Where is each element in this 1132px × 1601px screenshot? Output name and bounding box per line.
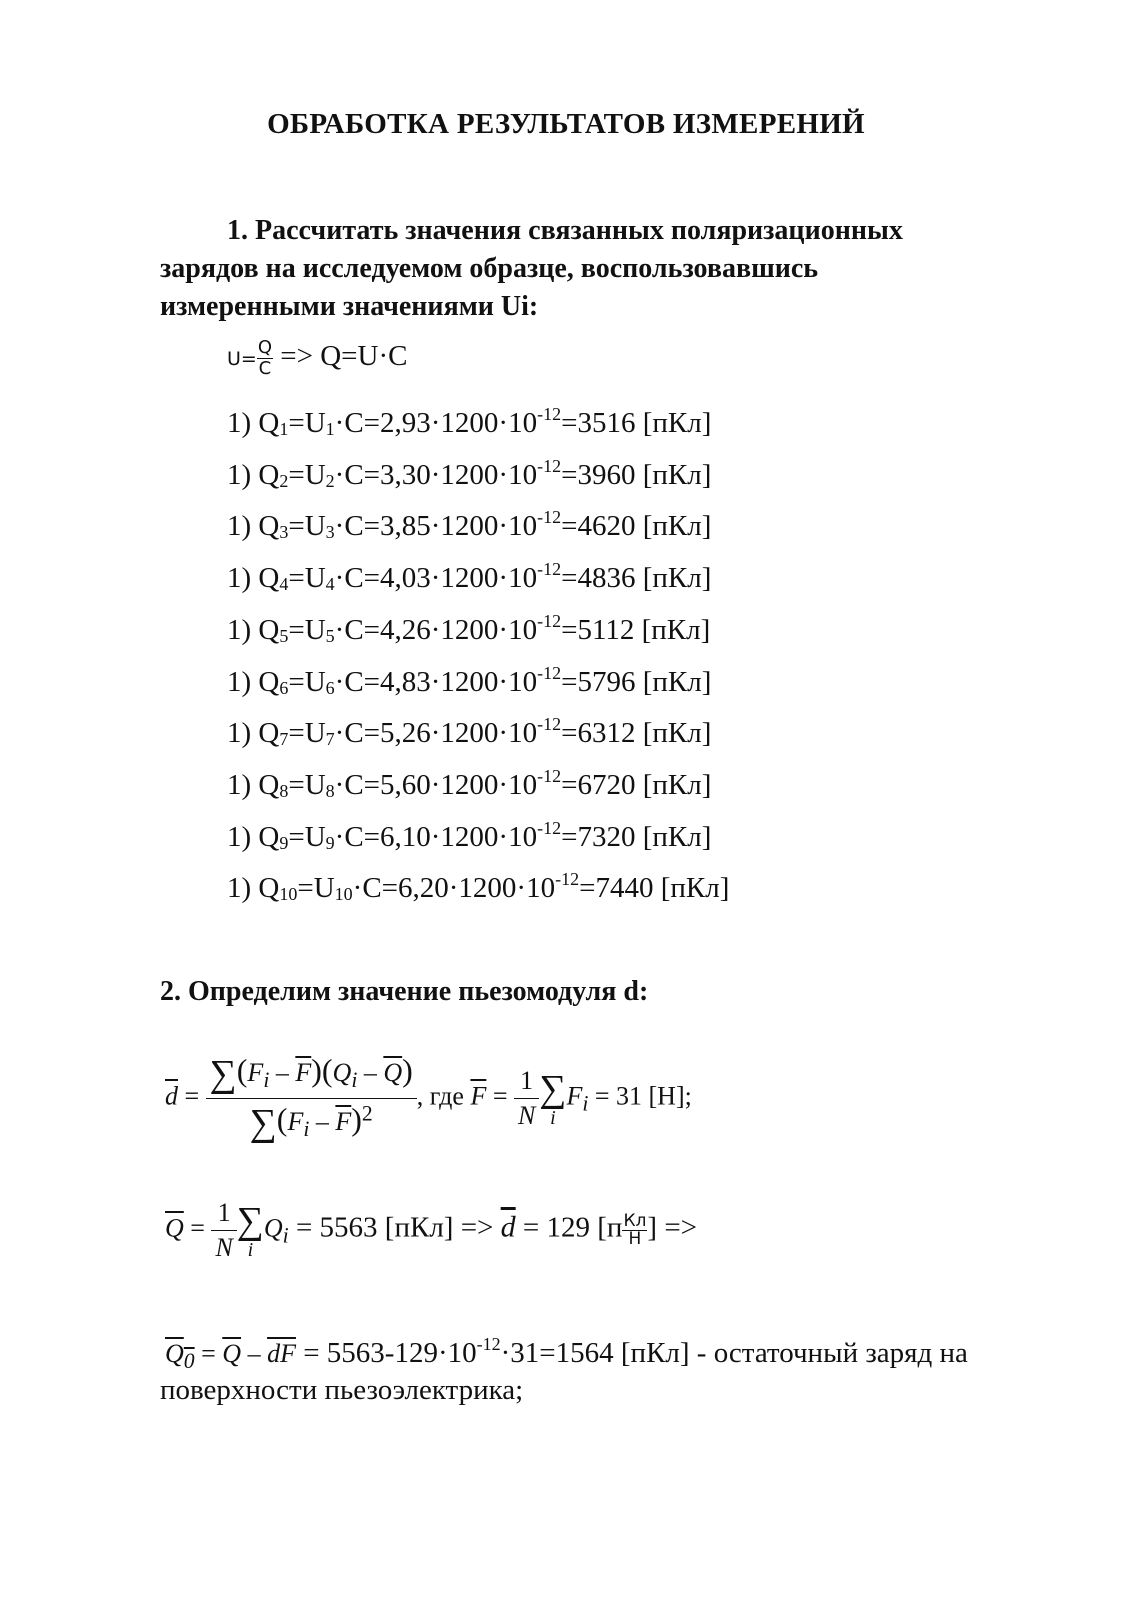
one-over-n-fraction-2: $\frac{1}{N}$ bbox=[211, 1198, 236, 1263]
d-bar-symbol: $\overline{d}$ bbox=[165, 1081, 178, 1111]
section-2-heading: 2. Определим значение пьезомодуля d: bbox=[160, 976, 649, 1007]
section-1-heading-line-2: зарядов на исследуемом образце, воспользовавшись bbox=[160, 253, 819, 284]
d-bar-symbol-2: $\overline{d}$ bbox=[500, 1210, 516, 1244]
section-1-heading-line-3: измеренными значениями Ui: bbox=[160, 291, 539, 322]
residual-charge-calc: = 5563-129·10 bbox=[295, 1337, 477, 1369]
f-bar-value: = 31 [Н]; bbox=[588, 1081, 692, 1111]
charge-calculation-row: 1) $Q_7=U_7\cdot C=5,26\cdot 1200\cdot 10^{-12}=6312$ [пКл] bbox=[227, 714, 712, 749]
mean-charge-value: = 5563 [пКл] => bbox=[288, 1211, 501, 1244]
residual-charge-result: ·31=1564 [пКл] - остаточный заряд на bbox=[500, 1337, 968, 1369]
charge-calculation-row: 1) $Q_{10}=U_{10}\cdot C=6,20\cdot 1200\cdot 10^{-12}=7440$ [пКл] bbox=[227, 869, 730, 904]
d-fraction-numerator: $\sum(F_i - \overline{F})(Q_i - \overline{Q})$ bbox=[206, 1052, 417, 1099]
residual-charge-continuation: поверхности пьезоэлектрика; bbox=[160, 1374, 524, 1406]
charge-calculation-row: 1) $Q_4=U_4\cdot C=4,03\cdot 1200\cdot 10^{-12}=4836$ [пКл] bbox=[227, 559, 712, 594]
d-value: = 129 [п bbox=[515, 1211, 623, 1244]
where-text: , где bbox=[416, 1081, 471, 1111]
sum-over-i: ∑ i bbox=[539, 1067, 567, 1129]
section-1-heading-line-1: 1. Рассчитать значения связанных поляризационных bbox=[227, 215, 903, 246]
base-formula-den: C bbox=[258, 358, 272, 379]
piezo-modulus-formula: $\overline{d}$ = $\frac{\sum(F_i - \overline{F})(Q_i - \overline{Q})}{\sum(F_i - \overline{F})^2}$ , где $\overline{F}$ = $\frac{1}{N}$ ∑ i $F_i = 31$ [Н]; bbox=[165, 1052, 692, 1144]
equals-sign: = bbox=[178, 1081, 206, 1111]
charge-calculation-row: 1) $Q_3=U_3\cdot C=3,85\cdot 1200\cdot 10^{-12}=4620$ [пКл] bbox=[227, 507, 712, 542]
d-fraction bbox=[206, 1052, 417, 1145]
base-formula-fraction bbox=[257, 338, 273, 379]
base-formula-rhs: => Q=U·C bbox=[273, 340, 408, 373]
one-over-n-fraction: $\frac{1}{N}$ bbox=[514, 1066, 539, 1131]
mean-charge-formula: $\overline{Q}$ = $\frac{1}{N}$ ∑ i $Q_i = 5563$ $[пКл] => \overline{d} = 129$ [п $\frac{Кл}{Н}$ ] => bbox=[165, 1198, 698, 1262]
charge-calculation-row: 1) $Q_8=U_8\cdot C=5,60\cdot 1200\cdot 10^{-12}=6720$ [пКл] bbox=[227, 766, 712, 801]
charge-calculation-row: 1) $Q_6=U_6\cdot C=4,83\cdot 1200\cdot 10^{-12}=5796$ [пКл] bbox=[227, 663, 712, 698]
charge-calculation-row: 1) $Q_5=U_5\cdot C=4,26\cdot 1200\cdot 10^{-12}=5112$ [пКл] bbox=[227, 611, 711, 646]
charge-calculation-row: 1) $Q_1=U_1\cdot C=2,93\cdot 1200\cdot 10^{-12}=3516$ [пКл] bbox=[227, 404, 712, 439]
residual-charge-formula: $Q_0 = \overline{Q} - \overline{dF} = 5563-129\cdot 10^{-12}\cdot 31=1564$ [пКл] - остаточный заряд на bbox=[165, 1334, 968, 1374]
charge-calculation-row: 1) $Q_9=U_9\cdot C=6,10\cdot 1200\cdot 10^{-12}=7320$ [пКл] bbox=[227, 818, 712, 853]
d-fraction-denominator: $\sum(F_i - \overline{F})^2$ bbox=[249, 1101, 373, 1144]
page-title: ОБРАБОТКА РЕЗУЛЬТАТОВ ИЗМЕРЕНИЙ bbox=[267, 108, 865, 140]
unit-fraction: $\frac{Кл}{Н}$ bbox=[623, 1211, 647, 1249]
base-formula bbox=[227, 338, 407, 379]
base-formula-lhs: U= bbox=[227, 348, 257, 371]
charge-calculation-row: 1) $Q_2=U_2\cdot C=3,30\cdot 1200\cdot 10^{-12}=3960$ [пКл] bbox=[227, 456, 712, 491]
q0-bar-symbol: $Q_0$ bbox=[165, 1339, 195, 1374]
sum-over-i-2: ∑ i bbox=[236, 1199, 264, 1261]
q-bar-symbol: $\overline{Q}$ bbox=[165, 1213, 184, 1243]
base-formula-num: Q bbox=[257, 337, 272, 358]
f-bar-symbol: $\overline{F}$ bbox=[470, 1081, 487, 1111]
section-1-heading bbox=[160, 212, 980, 326]
